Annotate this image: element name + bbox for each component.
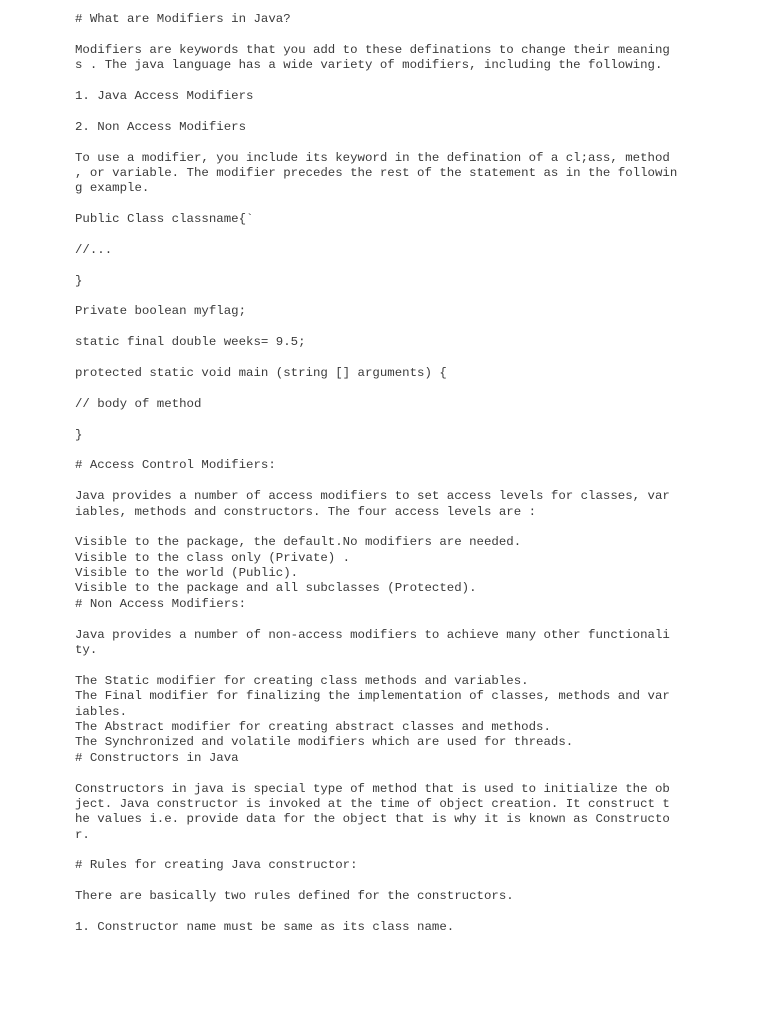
text-line: ject. Java constructor is invoked at the time of object creation. It construct t	[75, 796, 670, 811]
section-heading: # Rules for creating Java constructor:	[75, 858, 358, 873]
blank-line	[75, 135, 695, 150]
code-line: Public Class classname{`	[75, 212, 254, 227]
text-line: , or variable. The modifier precedes the rest of the statement as in the followin	[75, 165, 678, 180]
text-line: g example.	[75, 181, 150, 196]
text-line: he values i.e. provide data for the object that is why it is known as Constructo	[75, 812, 670, 827]
blank-line	[75, 351, 695, 366]
text-line: s . The java language has a wide variety of modifiers, including the following.	[75, 58, 663, 73]
blank-line	[75, 412, 695, 427]
blank-line	[75, 258, 695, 273]
text-line: ty.	[75, 643, 98, 658]
list-item: The Final modifier for finalizing the implementation of classes, methods and var	[75, 689, 670, 704]
text-line: r.	[75, 827, 90, 842]
list-item: iables.	[75, 704, 128, 719]
text-line: Modifiers are keywords that you add to these definations to change their meaning	[75, 42, 670, 57]
text-line: Java provides a number of access modifiers to set access levels for classes, var	[75, 489, 670, 504]
text-line: 1. Java Access Modifiers	[75, 88, 254, 103]
section-heading: # Constructors in Java	[75, 750, 239, 765]
blank-line	[75, 658, 695, 673]
blank-line	[75, 74, 695, 89]
code-line: }	[75, 273, 83, 288]
code-line: protected static void main (string [] arguments) {	[75, 365, 447, 380]
blank-line	[75, 320, 695, 335]
list-item: 1. Constructor name must be same as its class name.	[75, 920, 455, 935]
list-item: The Abstract modifier for creating abstract classes and methods.	[75, 719, 551, 734]
list-item: The Static modifier for creating class methods and variables.	[75, 673, 529, 688]
blank-line	[75, 843, 695, 858]
blank-line	[75, 612, 695, 627]
text-line: iables, methods and constructors. The four access levels are :	[75, 504, 537, 519]
text-line: To use a modifier, you include its keyword in the defination of a cl;ass, method	[75, 150, 670, 165]
code-line: static final double weeks= 9.5;	[75, 335, 306, 350]
list-item: The Synchronized and volatile modifiers which are used for threads.	[75, 735, 574, 750]
blank-line	[75, 474, 695, 489]
section-heading: # Access Control Modifiers:	[75, 458, 276, 473]
document-page	[75, 12, 695, 935]
code-line: //...	[75, 242, 113, 257]
blank-line	[75, 104, 695, 119]
list-item: Visible to the class only (Private) .	[75, 550, 351, 565]
text-line: Java provides a number of non-access modifiers to achieve many other functionali	[75, 627, 670, 642]
blank-line	[75, 520, 695, 535]
blank-line	[75, 766, 695, 781]
blank-line	[75, 874, 695, 889]
code-line: // body of method	[75, 396, 202, 411]
section-heading: # Non Access Modifiers:	[75, 596, 247, 611]
list-item: Visible to the package, the default.No modifiers are needed.	[75, 535, 522, 550]
blank-line	[75, 289, 695, 304]
text-line: # What are Modifiers in Java?	[75, 12, 291, 26]
blank-line	[75, 197, 695, 212]
code-line: }	[75, 427, 83, 442]
blank-line	[75, 443, 695, 458]
blank-line	[75, 227, 695, 242]
list-item: Visible to the package and all subclasses (Protected).	[75, 581, 477, 596]
code-line: Private boolean myflag;	[75, 304, 247, 319]
text-line: There are basically two rules defined for the constructors.	[75, 889, 514, 904]
list-item: Visible to the world (Public).	[75, 566, 299, 581]
text-line: Constructors in java is special type of method that is used to initialize the ob	[75, 781, 670, 796]
text-line: 2. Non Access Modifiers	[75, 119, 247, 134]
blank-line	[75, 905, 695, 920]
blank-line	[75, 381, 695, 396]
blank-line	[75, 27, 695, 42]
